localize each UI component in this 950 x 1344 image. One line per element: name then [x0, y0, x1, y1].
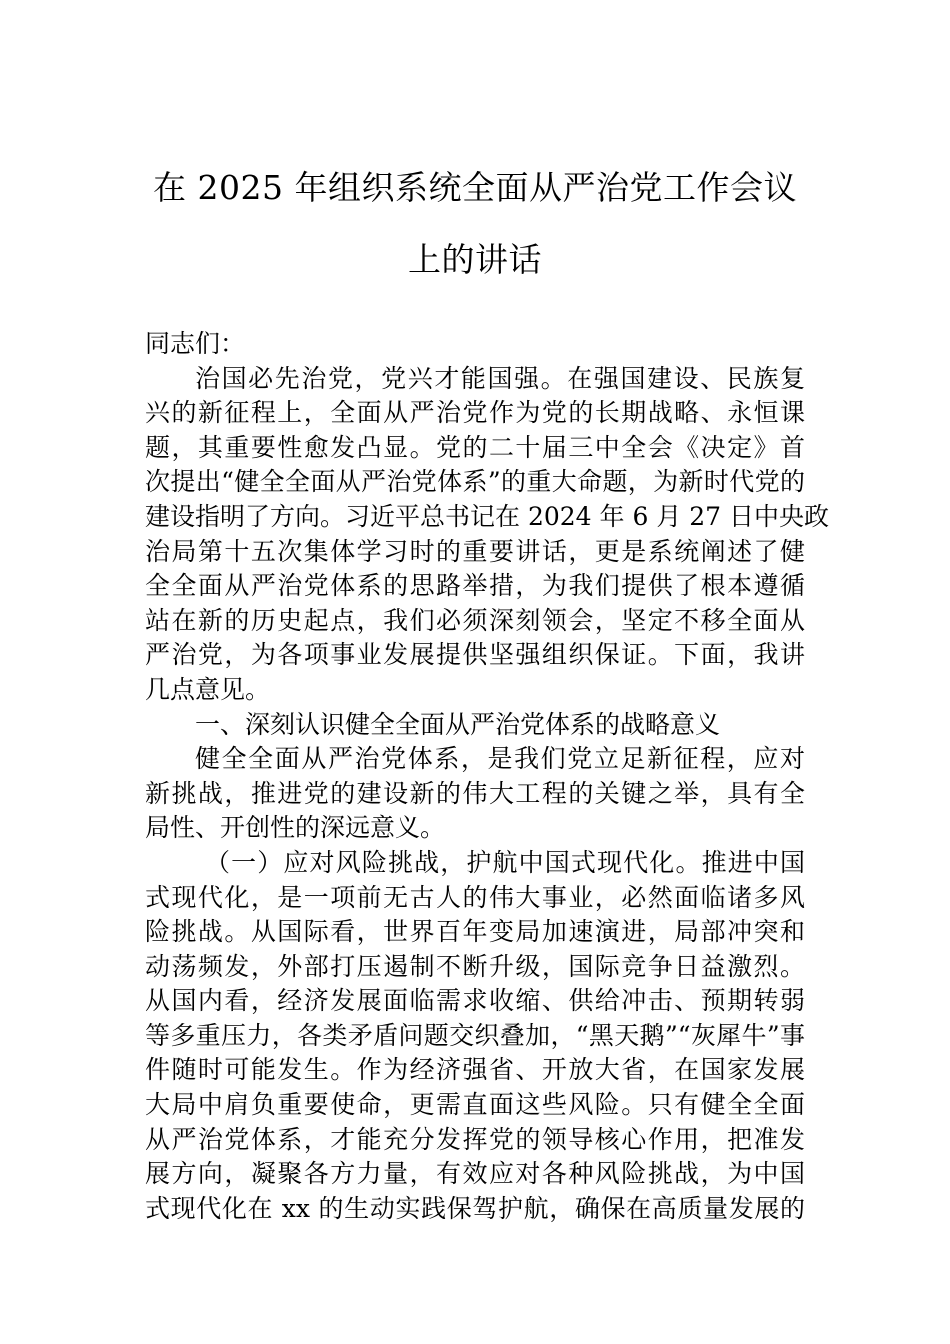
document-title-line-1: 在 2025 年组织系统全面从严治党工作会议	[153, 168, 797, 207]
paragraph-line: 新挑战，推进党的建设新的伟大工程的关键之举，具有全	[145, 778, 805, 808]
paragraph-line: 治国必先治党，党兴才能国强。在强国建设、民族复	[195, 363, 805, 393]
paragraph-significance	[145, 742, 805, 846]
paragraph-line: 动荡频发，外部打压遏制不断升级，国际竞争日益激烈。	[145, 951, 805, 981]
paragraph-line: 等多重压力，各类矛盾问题交织叠加，“黑天鹅”“灰犀牛”事	[145, 1020, 805, 1050]
paragraph-line: 题，其重要性愈发凸显。党的二十届三中全会《决定》首	[145, 432, 805, 462]
paragraph-line: （一）应对风险挑战，护航中国式现代化。推进中国	[205, 847, 805, 877]
paragraph-line: 建设指明了方向。习近平总书记在 2024 年 6 月 27 日中央政	[145, 501, 830, 531]
paragraph-line: 式现代化，是一项前无古人的伟大事业，必然面临诸多风	[145, 882, 805, 912]
paragraph-line: 件随时可能发生。作为经济强省、开放大省，在国家发展	[145, 1055, 805, 1085]
paragraph-line: 几点意见。	[145, 674, 271, 704]
paragraph-line: 式现代化在 xx 的生动实践保驾护航，确保在高质量发展的	[145, 1193, 805, 1223]
paragraph-line: 健全全面从严治党体系，是我们党立足新征程，应对	[195, 744, 805, 774]
document-body	[145, 327, 830, 1226]
section-heading: 一、深刻认识健全全面从严治党体系的战略意义	[195, 709, 721, 739]
paragraph-risk-challenges	[145, 846, 805, 1227]
paragraph-line: 从严治党体系，才能充分发挥党的领导核心作用，把准发	[145, 1124, 805, 1154]
paragraph-line: 大局中肩负重要使命，更需直面这些风险。只有健全全面	[145, 1090, 805, 1120]
paragraph-line: 局性、开创性的深远意义。	[145, 813, 446, 843]
paragraph-intro	[145, 362, 830, 708]
paragraph-line: 险挑战。从国际看，世界百年变局加速演进，局部冲突和	[145, 917, 805, 947]
paragraph-line: 全全面从严治党体系的思路举措，为我们提供了根本遵循	[145, 571, 805, 601]
paragraph-line: 兴的新征程上，全面从严治党作为党的长期战略、永恒课	[145, 398, 805, 428]
document-title-line-2: 上的讲话	[408, 240, 542, 279]
paragraph-line: 展方向，凝聚各方力量，有效应对各种风险挑战，为中国	[145, 1159, 805, 1189]
paragraph-line: 站在新的历史起点，我们必须深刻领会，坚定不移全面从	[145, 605, 805, 635]
salutation: 同志们：	[145, 329, 246, 358]
paragraph-line: 次提出“健全全面从严治党体系”的重大命题，为新时代党的	[145, 467, 805, 497]
paragraph-line: 严治党，为各项事业发展提供坚强组织保证。下面，我讲	[145, 640, 805, 670]
paragraph-line: 治局第十五次集体学习时的重要讲话，更是系统阐述了健	[145, 536, 805, 566]
paragraph-line: 从国内看，经济发展面临需求收缩、供给冲击、预期转弱	[145, 986, 805, 1016]
